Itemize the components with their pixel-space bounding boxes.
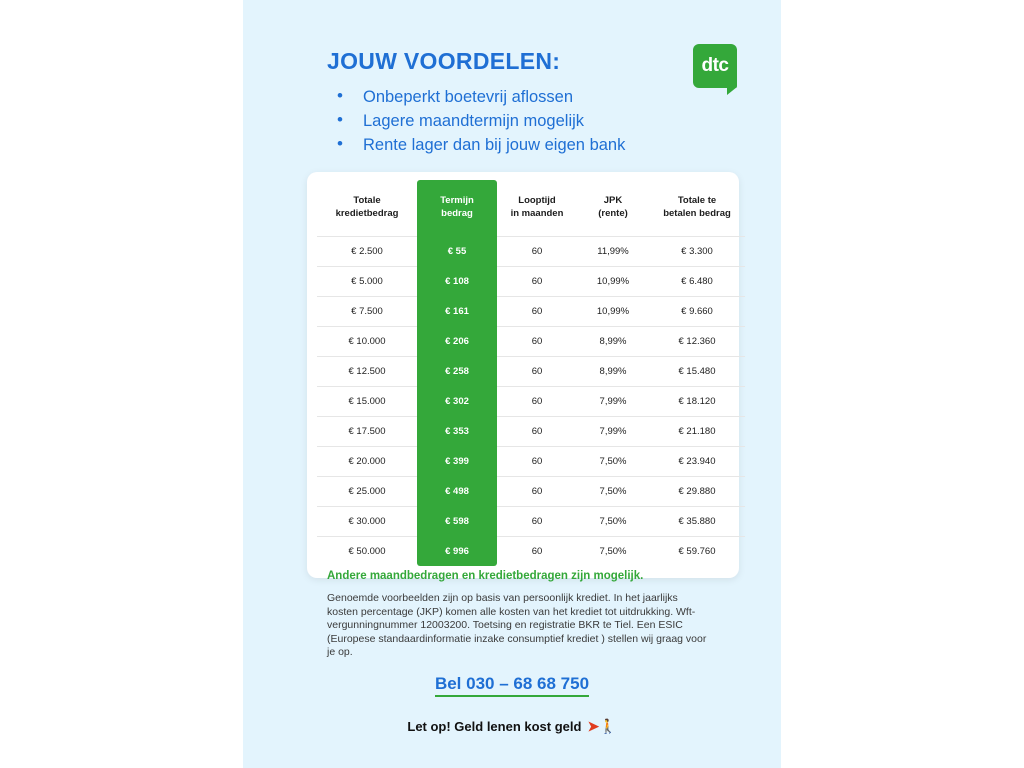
table-cell: € 353 — [417, 417, 497, 447]
header-line: Totale te — [677, 195, 717, 206]
table-cell: 60 — [497, 357, 577, 387]
table-cell: € 108 — [417, 267, 497, 297]
table-cell: € 161 — [417, 297, 497, 327]
table-cell: € 12.500 — [317, 357, 417, 387]
table-cell: € 5.000 — [317, 267, 417, 297]
table-cell: € 50.000 — [317, 537, 417, 567]
table-cell: € 302 — [417, 387, 497, 417]
table-cell: € 20.000 — [317, 447, 417, 477]
table-cell: 60 — [497, 237, 577, 267]
column-header-totale-te-betalen — [649, 180, 745, 237]
header-line: Looptijd — [518, 195, 556, 206]
benefits-list — [327, 86, 747, 158]
table-cell: 60 — [497, 477, 577, 507]
table-row — [317, 327, 745, 357]
header-line: in maanden — [510, 208, 564, 219]
table-cell: 60 — [497, 417, 577, 447]
table-cell: 60 — [497, 387, 577, 417]
table-cell: € 15.480 — [649, 357, 745, 387]
legal-warning — [243, 718, 781, 735]
note-body: Genoemde voorbeelden zijn op basis van persoonlijk krediet. In het jaarlijks kosten percentage (JKP) komen alle kosten van het krediet tot uitdrukking. Wft-vergunningnummer 12003200. Toetsing en registratie BKR te Tiel. Een ESIC (Europese standaardinformatie inzake consumptief krediet ) stellen wij graag voor je op. — [327, 592, 707, 658]
table-cell: 7,50% — [577, 447, 649, 477]
table-row — [317, 537, 745, 567]
table-cell: € 206 — [417, 327, 497, 357]
note-title: Andere maandbedragen en kredietbedragen zijn mogelijk. — [327, 570, 644, 582]
table-cell: 7,99% — [577, 417, 649, 447]
table-cell: 60 — [497, 297, 577, 327]
table-cell: € 12.360 — [649, 327, 745, 357]
table-cell: 10,99% — [577, 267, 649, 297]
table-cell: € 3.300 — [649, 237, 745, 267]
list-item: • Rente lager dan bij jouw eigen bank — [327, 134, 747, 156]
column-header-looptijd — [497, 180, 577, 237]
table-cell: € 399 — [417, 447, 497, 477]
poster-panel — [243, 0, 781, 768]
table-cell: € 15.000 — [317, 387, 417, 417]
table-cell: € 996 — [417, 537, 497, 567]
table-cell: 7,50% — [577, 507, 649, 537]
table-cell: 7,50% — [577, 477, 649, 507]
table-cell: € 6.480 — [649, 267, 745, 297]
table-row — [317, 267, 745, 297]
table-cell: 60 — [497, 327, 577, 357]
table-cell: 60 — [497, 537, 577, 567]
table-cell: 8,99% — [577, 357, 649, 387]
list-item: • Onbeperkt boetevrij aflossen — [327, 86, 747, 108]
header-line: Totale — [353, 195, 381, 206]
phone-number[interactable] — [243, 674, 781, 694]
table-cell: € 59.760 — [649, 537, 745, 567]
rates-table-body — [317, 237, 745, 567]
table-cell: € 35.880 — [649, 507, 745, 537]
table-cell: € 25.000 — [317, 477, 417, 507]
table-cell: € 7.500 — [317, 297, 417, 327]
table-cell: € 598 — [417, 507, 497, 537]
table-row — [317, 357, 745, 387]
header-line: JPK — [603, 195, 623, 206]
table-cell: 60 — [497, 447, 577, 477]
table-cell: € 21.180 — [649, 417, 745, 447]
table-row — [317, 297, 745, 327]
table-cell: 10,99% — [577, 297, 649, 327]
table-cell: € 2.500 — [317, 237, 417, 267]
table-cell: € 9.660 — [649, 297, 745, 327]
rates-table — [317, 180, 745, 566]
rates-card — [307, 172, 739, 578]
table-cell: 7,50% — [577, 537, 649, 567]
walking-person-icon: ➤🚶 — [587, 718, 617, 734]
table-cell: € 23.940 — [649, 447, 745, 477]
logo-text: dtc — [701, 55, 729, 76]
column-header-totale-kredietbedrag — [317, 180, 417, 237]
table-cell: € 17.500 — [317, 417, 417, 447]
table-cell: € 10.000 — [317, 327, 417, 357]
table-cell: € 55 — [417, 237, 497, 267]
column-header-termijn-bedrag — [417, 180, 497, 237]
table-cell: 60 — [497, 507, 577, 537]
legal-warning-text: Let op! Geld lenen kost geld — [407, 719, 582, 734]
dtc-logo — [693, 44, 737, 88]
table-row — [317, 507, 745, 537]
phone-number-text[interactable]: Bel 030 – 68 68 750 — [435, 674, 589, 697]
page-title: JOUW VOORDELEN: — [327, 48, 561, 74]
table-row — [317, 447, 745, 477]
table-header-row — [317, 180, 745, 237]
column-header-jkp — [577, 180, 649, 237]
header-line: kredietbedrag — [335, 208, 399, 219]
table-row — [317, 387, 745, 417]
table-cell: 8,99% — [577, 327, 649, 357]
table-cell: € 29.880 — [649, 477, 745, 507]
table-cell: € 18.120 — [649, 387, 745, 417]
header-line: bedrag — [441, 208, 473, 219]
list-item: • Lagere maandtermijn mogelijk — [327, 110, 747, 132]
table-cell: 60 — [497, 267, 577, 297]
table-row — [317, 237, 745, 267]
header-line: Termijn — [440, 195, 474, 206]
header-line: betalen bedrag — [663, 208, 731, 219]
table-row — [317, 417, 745, 447]
table-cell: 7,99% — [577, 387, 649, 417]
header-line: (rente) — [598, 208, 628, 219]
table-cell: € 498 — [417, 477, 497, 507]
table-cell: € 30.000 — [317, 507, 417, 537]
table-cell: € 258 — [417, 357, 497, 387]
table-row — [317, 477, 745, 507]
table-cell: 11,99% — [577, 237, 649, 267]
